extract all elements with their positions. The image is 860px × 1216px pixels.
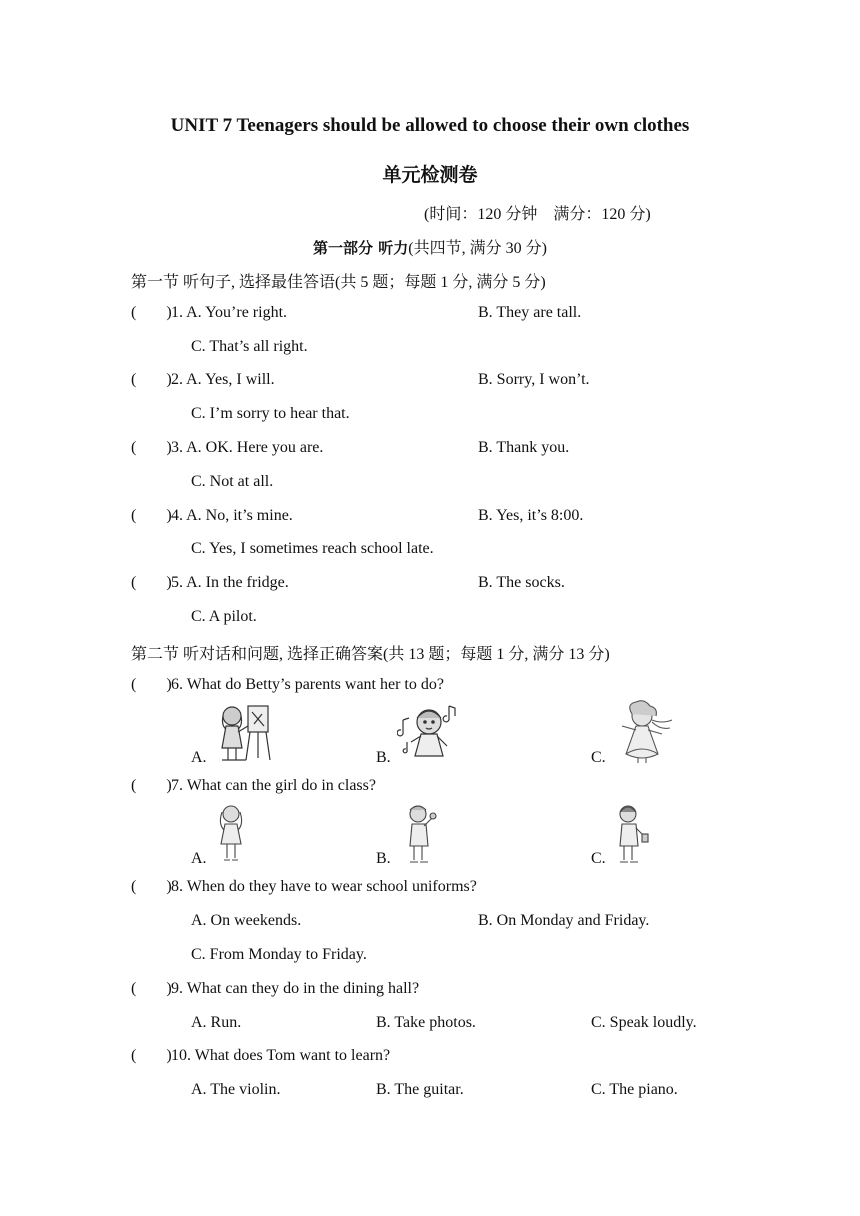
answer-blank[interactable]: ( ) bbox=[131, 878, 172, 895]
question-text: 6. What do Betty’s parents want her to do? bbox=[171, 676, 444, 693]
document-subtitle: 单元检测卷 bbox=[382, 164, 478, 186]
girl-painting-image[interactable] bbox=[214, 702, 274, 764]
option-a: A. You’re right. bbox=[186, 304, 288, 321]
part1-heading bbox=[0, 235, 860, 258]
answer-blank[interactable]: ( ) bbox=[131, 507, 172, 524]
option-c-label: C. bbox=[591, 749, 606, 766]
girl-with-phone-image[interactable] bbox=[612, 802, 652, 866]
option-a: A. Run. bbox=[191, 1014, 242, 1031]
option-b: B. Sorry, I won’t. bbox=[478, 371, 590, 388]
option-c: C. Yes, I sometimes reach school late. bbox=[191, 540, 434, 557]
section1-heading: 第一节 听句子, 选择最佳答语(共 5 题；每题 1 分, 满分 5 分) bbox=[131, 274, 546, 291]
girl-dancing-image[interactable] bbox=[614, 700, 676, 764]
question-4 bbox=[131, 507, 293, 525]
option-a: A. No, it’s mine. bbox=[186, 507, 293, 524]
option-c: C. The piano. bbox=[591, 1081, 678, 1098]
question-9 bbox=[131, 980, 419, 998]
question-text: 7. What can the girl do in class? bbox=[171, 777, 376, 794]
part1-label: 第一部分 听力 bbox=[313, 239, 409, 257]
question-3 bbox=[131, 439, 323, 457]
answer-blank[interactable]: ( ) bbox=[131, 676, 172, 693]
option-a-label: A. bbox=[191, 749, 207, 766]
section2-heading: 第二节 听对话和问题, 选择正确答案(共 13 题；每题 1 分, 满分 13 分) bbox=[131, 646, 610, 663]
option-c: C. A pilot. bbox=[191, 608, 257, 625]
girl-eating-image[interactable] bbox=[400, 802, 440, 866]
answer-blank[interactable]: ( ) bbox=[131, 777, 172, 794]
question-number: 1. bbox=[171, 304, 187, 321]
option-b: B. Yes, it’s 8:00. bbox=[478, 507, 584, 524]
question-7 bbox=[131, 777, 376, 795]
option-a: A. In the fridge. bbox=[186, 574, 289, 591]
option-b: B. The guitar. bbox=[376, 1081, 464, 1098]
option-b: B. They are tall. bbox=[478, 304, 582, 321]
option-a-label: A. bbox=[191, 850, 207, 867]
answer-blank[interactable]: ( ) bbox=[131, 439, 172, 456]
answer-blank[interactable]: ( ) bbox=[131, 304, 172, 321]
option-c: C. From Monday to Friday. bbox=[191, 946, 367, 963]
option-c: C. Not at all. bbox=[191, 473, 274, 490]
question-number: 5. bbox=[171, 574, 187, 591]
option-a: A. OK. Here you are. bbox=[186, 439, 324, 456]
option-c: C. That’s all right. bbox=[191, 338, 308, 355]
question-6 bbox=[131, 676, 444, 694]
question-1 bbox=[131, 304, 287, 322]
question-5 bbox=[131, 574, 289, 592]
answer-blank[interactable]: ( ) bbox=[131, 574, 172, 591]
question-text: 8. When do they have to wear school uniforms? bbox=[171, 878, 477, 895]
question-number: 3. bbox=[171, 439, 187, 456]
option-b-label: B. bbox=[376, 749, 391, 766]
option-a: A. Yes, I will. bbox=[186, 371, 275, 388]
girl-standing-image[interactable] bbox=[216, 802, 246, 864]
question-8 bbox=[131, 878, 477, 896]
option-b: B. On Monday and Friday. bbox=[478, 912, 650, 929]
option-c-label: C. bbox=[591, 850, 606, 867]
option-b-label: B. bbox=[376, 850, 391, 867]
option-a: A. On weekends. bbox=[191, 912, 302, 929]
question-10 bbox=[131, 1047, 390, 1065]
option-c: C. Speak loudly. bbox=[591, 1014, 697, 1031]
option-a: A. The violin. bbox=[191, 1081, 281, 1098]
question-text: 10. What does Tom want to learn? bbox=[171, 1047, 391, 1064]
option-b: B. Thank you. bbox=[478, 439, 570, 456]
question-2 bbox=[131, 371, 275, 389]
answer-blank[interactable]: ( ) bbox=[131, 371, 172, 388]
answer-blank[interactable]: ( ) bbox=[131, 980, 172, 997]
option-b: B. The socks. bbox=[478, 574, 565, 591]
question-number: 4. bbox=[171, 507, 187, 524]
option-b: B. Take photos. bbox=[376, 1014, 476, 1031]
part1-points: (共四节, 满分 30 分) bbox=[408, 240, 547, 257]
option-c: C. I’m sorry to hear that. bbox=[191, 405, 350, 422]
girl-singing-image[interactable] bbox=[397, 702, 461, 764]
question-number: 2. bbox=[171, 371, 187, 388]
question-text: 9. What can they do in the dining hall? bbox=[171, 980, 420, 997]
document-title: UNIT 7 Teenagers should be allowed to choose their own clothes bbox=[170, 115, 690, 136]
answer-blank[interactable]: ( ) bbox=[131, 1047, 172, 1064]
time-info: (时间：120 分钟 满分：120 分) bbox=[424, 206, 651, 223]
